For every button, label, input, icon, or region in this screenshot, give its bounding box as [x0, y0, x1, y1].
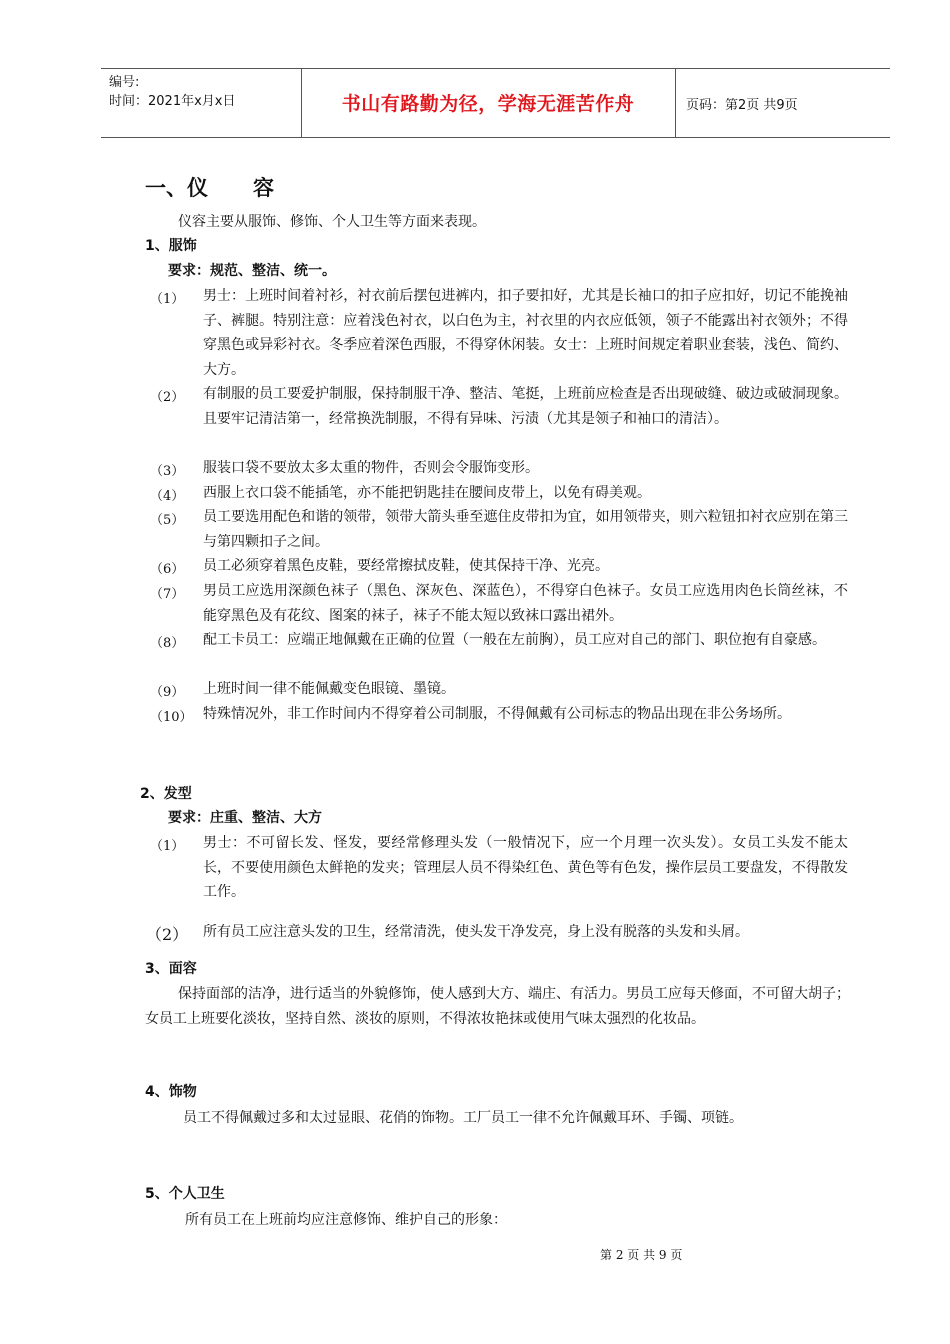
item-number: （10） [150, 710, 193, 725]
s1-item-2: 有制服的员工要爱护制服，保持制服干净、整洁、笔挺，上班前应检查是否出现破缝、破边或破洞现象。且要牢记清洁第一，经常换洗制服，不得有异味、污渍（尤其是领子和袖口的清洁）。 [203, 386, 848, 427]
header-page-code: 页码：第2页 共9页 [686, 98, 798, 113]
item-number: （3） [150, 464, 185, 479]
s4-text: 员工不得佩戴过多和太过显眼、花俏的饰物。工厂员工一律不允许佩戴耳环、手镯、项链。 [183, 1110, 743, 1126]
number-label: 编号: [109, 75, 140, 90]
document-header [101, 68, 890, 138]
item-number: （1） [150, 839, 185, 854]
item-number: （5） [150, 513, 185, 528]
s2-item-2: 所有员工应注意头发的卫生，经常清洗，使头发干净发亮，身上没有脱落的头发和头屑。 [203, 924, 749, 940]
item-number: （2） [150, 390, 185, 405]
item-number: （8） [150, 636, 185, 651]
s3-heading: 3、面容 [145, 961, 197, 977]
item-number: （9） [150, 685, 185, 700]
section-title-part1: 一、仪 [145, 176, 208, 200]
s2-item-1: 男士：不可留长发、怪发，要经常修理头发（一般情况下，应一个月理一次头发）。女员工头发不能太长，不要使用颜色太鲜艳的发夹；管理层人员不得染红色、黄色等有色发，操作层员工要盘发，不得散发工作。 [203, 835, 848, 900]
s1-item-7: 男员工应选用深颜色袜子（黑色、深灰色、深蓝色），不得穿白色袜子。女员工应选用肉色长筒丝袜，不能穿黑色及有花纹、图案的袜子，袜子不能太短以致袜口露出裙外。 [203, 583, 848, 624]
header-divider [675, 69, 676, 137]
s2-heading: 2、发型 [140, 786, 192, 802]
section-title-part2: 容 [253, 176, 274, 200]
s4-heading: 4、饰物 [145, 1084, 197, 1100]
section-title [145, 172, 274, 202]
s1-heading: 1、服饰 [145, 238, 197, 254]
item-number: （6） [150, 562, 185, 577]
s1-requirement: 要求：规范、整洁、统一。 [168, 263, 336, 279]
s1-item-8: 配工卡员工：应端正地佩戴在正确的位置（一般在左前胸），员工应对自己的部门、职位抱有自豪感。 [203, 632, 826, 648]
intro-text: 仪容主要从服饰、修饰、个人卫生等方面来表现。 [178, 214, 486, 230]
s1-item-4: 西服上衣口袋不能插笔，亦不能把钥匙挂在腰间皮带上，以免有碍美观。 [203, 485, 651, 501]
s1-item-3: 服装口袋不要放太多太重的物件，否则会令服饰变形。 [203, 460, 539, 476]
s5-text: 所有员工在上班前均应注意修饰、维护自己的形象： [185, 1212, 507, 1228]
header-motto: 书山有路勤为径，学海无涯苦作舟 [341, 93, 635, 115]
s1-item-6: 员工必须穿着黑色皮鞋，要经常擦拭皮鞋，使其保持干净、光亮。 [203, 558, 609, 574]
s1-item-5: 员工要选用配色和谐的领带，领带大箭头垂至遮住皮带扣为宜，如用领带夹，则六粒钮扣衬衣应别在第三与第四颗扣子之间。 [203, 509, 848, 550]
s1-item-1: 男士：上班时间着衬衫，衬衣前后摆包进裤内，扣子要扣好，尤其是长袖口的扣子应扣好，切记不能挽袖子、裤腿。特别注意：应着浅色衬衣，以白色为主，衬衣里的内衣应低领，领子不能露出衬衣领外；不得穿黑色或异彩衬衣。冬季应着深色西服，不得穿休闲装。女士：上班时间规定着职业套装，浅色、简约、大方。 [203, 288, 848, 378]
s5-heading: 5、个人卫生 [145, 1186, 225, 1202]
s2-requirement: 要求：庄重、整洁、大方 [168, 810, 322, 826]
item-number: （7） [150, 587, 185, 602]
header-left [109, 73, 235, 111]
page-footer: 第 2 页 共 9 页 [600, 1248, 683, 1262]
s1-item-9: 上班时间一律不能佩戴变色眼镜、墨镜。 [203, 681, 455, 697]
s3-text: 保持面部的洁净，进行适当的外貌修饰，使人感到大方、端庄、有活力。男员工应每天修面，不可留大胡子；女员工上班要化淡妆，坚持自然、淡妆的原则，不得浓妆艳抹或使用气味太强烈的化妆品。 [145, 986, 850, 1027]
s1-item-10: 特殊情况外，非工作时间内不得穿着公司制服，不得佩戴有公司标志的物品出现在非公务场所。 [203, 706, 791, 722]
item-number: （1） [150, 292, 185, 307]
date-label: 时间：2021年x月x日 [109, 94, 236, 109]
item-number: （2） [146, 925, 189, 944]
item-number: （4） [150, 489, 185, 504]
